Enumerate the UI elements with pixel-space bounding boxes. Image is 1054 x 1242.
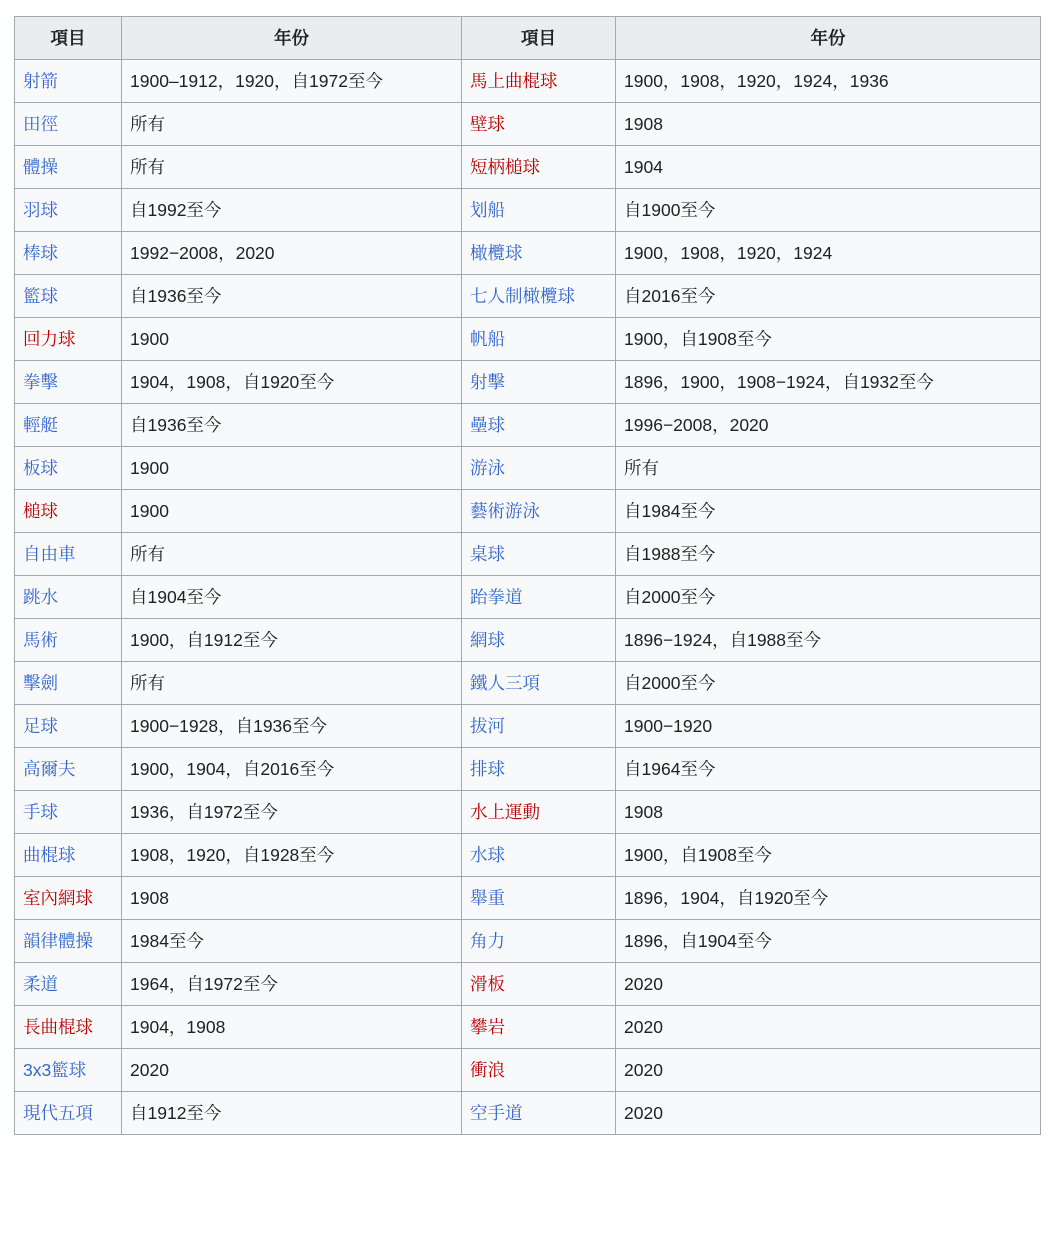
- table-row: [15, 963, 1041, 1006]
- years-cell-right: 自2000至今: [616, 576, 1041, 619]
- years-cell-right: 自1988至今: [616, 533, 1041, 576]
- sport-cell-left: [15, 404, 122, 447]
- years-cell-right: 自1984至今: [616, 490, 1041, 533]
- sport-link[interactable]: 跆拳道: [470, 586, 523, 607]
- sport-cell-right: [462, 146, 616, 189]
- sport-cell-left: [15, 318, 122, 361]
- sport-link[interactable]: 桌球: [470, 543, 505, 564]
- sport-cell-right: [462, 275, 616, 318]
- sport-link[interactable]: 手球: [23, 801, 58, 822]
- sport-link[interactable]: 排球: [470, 758, 505, 779]
- sport-cell-left: [15, 619, 122, 662]
- years-cell-left: 1900–1912，1920，自1972至今: [122, 60, 462, 103]
- sport-link[interactable]: 橄欖球: [470, 242, 523, 263]
- sport-link[interactable]: 現代五項: [23, 1102, 93, 1123]
- sport-link[interactable]: 韻律體操: [23, 930, 93, 951]
- table-body: [15, 17, 1041, 1135]
- years-cell-left: 自1912至今: [122, 1092, 462, 1135]
- sport-cell-right: [462, 920, 616, 963]
- years-cell-right: 1904: [616, 146, 1041, 189]
- sport-cell-right: [462, 662, 616, 705]
- sport-cell-right: [462, 232, 616, 275]
- sport-link[interactable]: 空手道: [470, 1102, 523, 1123]
- table-row: [15, 877, 1041, 920]
- sport-cell-left: [15, 490, 122, 533]
- years-cell-right: 自1964至今: [616, 748, 1041, 791]
- years-cell-left: 1904，1908，自1920至今: [122, 361, 462, 404]
- years-cell-right: 1896−1924，自1988至今: [616, 619, 1041, 662]
- sport-cell-right: [462, 60, 616, 103]
- sport-link[interactable]: 馬術: [23, 629, 58, 650]
- years-cell-left: 自1936至今: [122, 404, 462, 447]
- olympic-sports-table: [14, 16, 1041, 1135]
- sport-cell-left: [15, 1092, 122, 1135]
- years-cell-left: 1908: [122, 877, 462, 920]
- sport-cell-right: [462, 189, 616, 232]
- sport-link[interactable]: 七人制橄欖球: [470, 285, 575, 306]
- sport-link[interactable]: 體操: [23, 156, 58, 177]
- table-row: [15, 576, 1041, 619]
- table-row: [15, 920, 1041, 963]
- table-row: [15, 1049, 1041, 1092]
- sport-link[interactable]: 3x3籃球: [23, 1059, 87, 1080]
- years-cell-right: 2020: [616, 1006, 1041, 1049]
- table-row: [15, 533, 1041, 576]
- sport-cell-left: [15, 705, 122, 748]
- years-cell-right: 2020: [616, 1092, 1041, 1135]
- sport-cell-left: [15, 533, 122, 576]
- years-cell-right: 2020: [616, 1049, 1041, 1092]
- table-row: [15, 404, 1041, 447]
- sport-cell-left: [15, 60, 122, 103]
- sport-link[interactable]: 槌球: [23, 500, 58, 521]
- sport-link[interactable]: 馬上曲棍球: [470, 70, 558, 91]
- years-cell-right: 1900，自1908至今: [616, 318, 1041, 361]
- sport-cell-right: [462, 447, 616, 490]
- years-cell-right: 1900，自1908至今: [616, 834, 1041, 877]
- sport-cell-left: [15, 1006, 122, 1049]
- sport-link[interactable]: 羽球: [23, 199, 58, 220]
- header-sport-right: 項目: [462, 17, 616, 60]
- table-row: [15, 1006, 1041, 1049]
- sport-cell-right: [462, 490, 616, 533]
- sport-cell-left: [15, 275, 122, 318]
- years-cell-right: 1896，1900，1908−1924，自1932至今: [616, 361, 1041, 404]
- sport-cell-right: [462, 791, 616, 834]
- sport-link[interactable]: 壁球: [470, 113, 505, 134]
- years-cell-right: 1900，1908，1920，1924，1936: [616, 60, 1041, 103]
- years-cell-left: 1908，1920，自1928至今: [122, 834, 462, 877]
- sport-cell-left: [15, 576, 122, 619]
- years-cell-right: 2020: [616, 963, 1041, 1006]
- years-cell-right: 1908: [616, 103, 1041, 146]
- sport-cell-left: [15, 447, 122, 490]
- sport-link[interactable]: 室內網球: [23, 887, 93, 908]
- table-row: [15, 834, 1041, 877]
- sport-cell-right: [462, 1092, 616, 1135]
- years-cell-left: 自1936至今: [122, 275, 462, 318]
- years-cell-right: 自2016至今: [616, 275, 1041, 318]
- sport-cell-right: [462, 963, 616, 1006]
- sport-cell-right: [462, 748, 616, 791]
- years-cell-right: 1900−1920: [616, 705, 1041, 748]
- table-row: [15, 748, 1041, 791]
- sport-cell-right: [462, 1006, 616, 1049]
- years-cell-left: 自1904至今: [122, 576, 462, 619]
- sport-cell-left: [15, 232, 122, 275]
- sport-link[interactable]: 拔河: [470, 715, 505, 736]
- years-cell-right: 1896，1904，自1920至今: [616, 877, 1041, 920]
- sport-cell-right: [462, 619, 616, 662]
- sport-cell-right: [462, 834, 616, 877]
- sport-link[interactable]: 攀岩: [470, 1016, 505, 1037]
- sport-link[interactable]: 衝浪: [470, 1059, 505, 1080]
- sport-link[interactable]: 拳擊: [23, 371, 58, 392]
- years-cell-left: 1904，1908: [122, 1006, 462, 1049]
- sport-link[interactable]: 水球: [470, 844, 505, 865]
- table-row: [15, 318, 1041, 361]
- years-cell-left: 1936，自1972至今: [122, 791, 462, 834]
- years-cell-right: 1908: [616, 791, 1041, 834]
- table-row: [15, 103, 1041, 146]
- sport-link[interactable]: 自由車: [23, 543, 76, 564]
- years-cell-left: 自1992至今: [122, 189, 462, 232]
- sport-link[interactable]: 游泳: [470, 457, 505, 478]
- years-cell-left: 1900，1904，自2016至今: [122, 748, 462, 791]
- header-years-left: 年份: [122, 17, 462, 60]
- years-cell-right: 自1900至今: [616, 189, 1041, 232]
- years-cell-left: 所有: [122, 103, 462, 146]
- table-row: [15, 189, 1041, 232]
- header-sport-left: 項目: [15, 17, 122, 60]
- years-cell-left: 1900: [122, 447, 462, 490]
- sport-link[interactable]: 棒球: [23, 242, 58, 263]
- sport-link[interactable]: 划船: [470, 199, 505, 220]
- sport-link[interactable]: 籃球: [23, 285, 58, 306]
- table-row: [15, 275, 1041, 318]
- table-row: [15, 146, 1041, 189]
- table-row: [15, 1092, 1041, 1135]
- sport-link[interactable]: 擊劍: [23, 672, 58, 693]
- sport-cell-left: [15, 748, 122, 791]
- sport-link[interactable]: 角力: [470, 930, 505, 951]
- sport-link[interactable]: 柔道: [23, 973, 58, 994]
- years-cell-left: 1984至今: [122, 920, 462, 963]
- years-cell-right: 1896，自1904至今: [616, 920, 1041, 963]
- sport-cell-left: [15, 920, 122, 963]
- years-cell-left: 1900: [122, 318, 462, 361]
- table-row: [15, 490, 1041, 533]
- years-cell-left: 1900，自1912至今: [122, 619, 462, 662]
- years-cell-right: 1900，1908，1920，1924: [616, 232, 1041, 275]
- years-cell-left: 所有: [122, 662, 462, 705]
- sport-link[interactable]: 射箭: [23, 70, 58, 91]
- table-row: [15, 619, 1041, 662]
- years-cell-left: 所有: [122, 146, 462, 189]
- sport-cell-left: [15, 146, 122, 189]
- table-row: [15, 791, 1041, 834]
- table-row: [15, 705, 1041, 748]
- sport-cell-left: [15, 103, 122, 146]
- table-header-row: [15, 17, 1041, 60]
- years-cell-left: 1964，自1972至今: [122, 963, 462, 1006]
- sport-cell-left: [15, 1049, 122, 1092]
- sport-link[interactable]: 藝術游泳: [470, 500, 540, 521]
- sport-link[interactable]: 曲棍球: [23, 844, 76, 865]
- sport-cell-left: [15, 361, 122, 404]
- sport-link[interactable]: 壘球: [470, 414, 505, 435]
- sport-link[interactable]: 短柄槌球: [470, 156, 540, 177]
- table-row: [15, 447, 1041, 490]
- sport-link[interactable]: 滑板: [470, 973, 505, 994]
- sport-link[interactable]: 足球: [23, 715, 58, 736]
- sport-cell-right: [462, 877, 616, 920]
- sport-link[interactable]: 長曲棍球: [23, 1016, 93, 1037]
- years-cell-left: 2020: [122, 1049, 462, 1092]
- sport-cell-left: [15, 877, 122, 920]
- sport-link[interactable]: 田徑: [23, 113, 58, 134]
- years-cell-right: 所有: [616, 447, 1041, 490]
- years-cell-right: 1996−2008，2020: [616, 404, 1041, 447]
- sport-link[interactable]: 高爾夫: [23, 758, 76, 779]
- sport-link[interactable]: 板球: [23, 457, 58, 478]
- sport-cell-left: [15, 189, 122, 232]
- sport-cell-right: [462, 318, 616, 361]
- years-cell-left: 1992−2008，2020: [122, 232, 462, 275]
- sport-link[interactable]: 回力球: [23, 328, 76, 349]
- years-cell-left: 1900: [122, 490, 462, 533]
- years-cell-left: 1900−1928，自1936至今: [122, 705, 462, 748]
- table-row: [15, 232, 1041, 275]
- table-row: [15, 662, 1041, 705]
- sport-cell-right: [462, 404, 616, 447]
- sport-cell-right: [462, 361, 616, 404]
- sport-link[interactable]: 鐵人三項: [470, 672, 540, 693]
- sport-cell-left: [15, 791, 122, 834]
- sport-link[interactable]: 網球: [470, 629, 505, 650]
- sport-cell-right: [462, 1049, 616, 1092]
- sport-link[interactable]: 帆船: [470, 328, 505, 349]
- sport-link[interactable]: 射擊: [470, 371, 505, 392]
- sport-cell-right: [462, 533, 616, 576]
- table-row: [15, 361, 1041, 404]
- sport-link[interactable]: 水上運動: [470, 801, 540, 822]
- sport-cell-right: [462, 705, 616, 748]
- sport-link[interactable]: 輕艇: [23, 414, 58, 435]
- years-cell-right: 自2000至今: [616, 662, 1041, 705]
- years-cell-left: 所有: [122, 533, 462, 576]
- sport-cell-left: [15, 963, 122, 1006]
- sport-cell-right: [462, 576, 616, 619]
- sport-cell-right: [462, 103, 616, 146]
- sport-cell-left: [15, 662, 122, 705]
- sport-link[interactable]: 跳水: [23, 586, 58, 607]
- table-row: [15, 60, 1041, 103]
- header-years-right: 年份: [616, 17, 1041, 60]
- sport-cell-left: [15, 834, 122, 877]
- sport-link[interactable]: 舉重: [470, 887, 505, 908]
